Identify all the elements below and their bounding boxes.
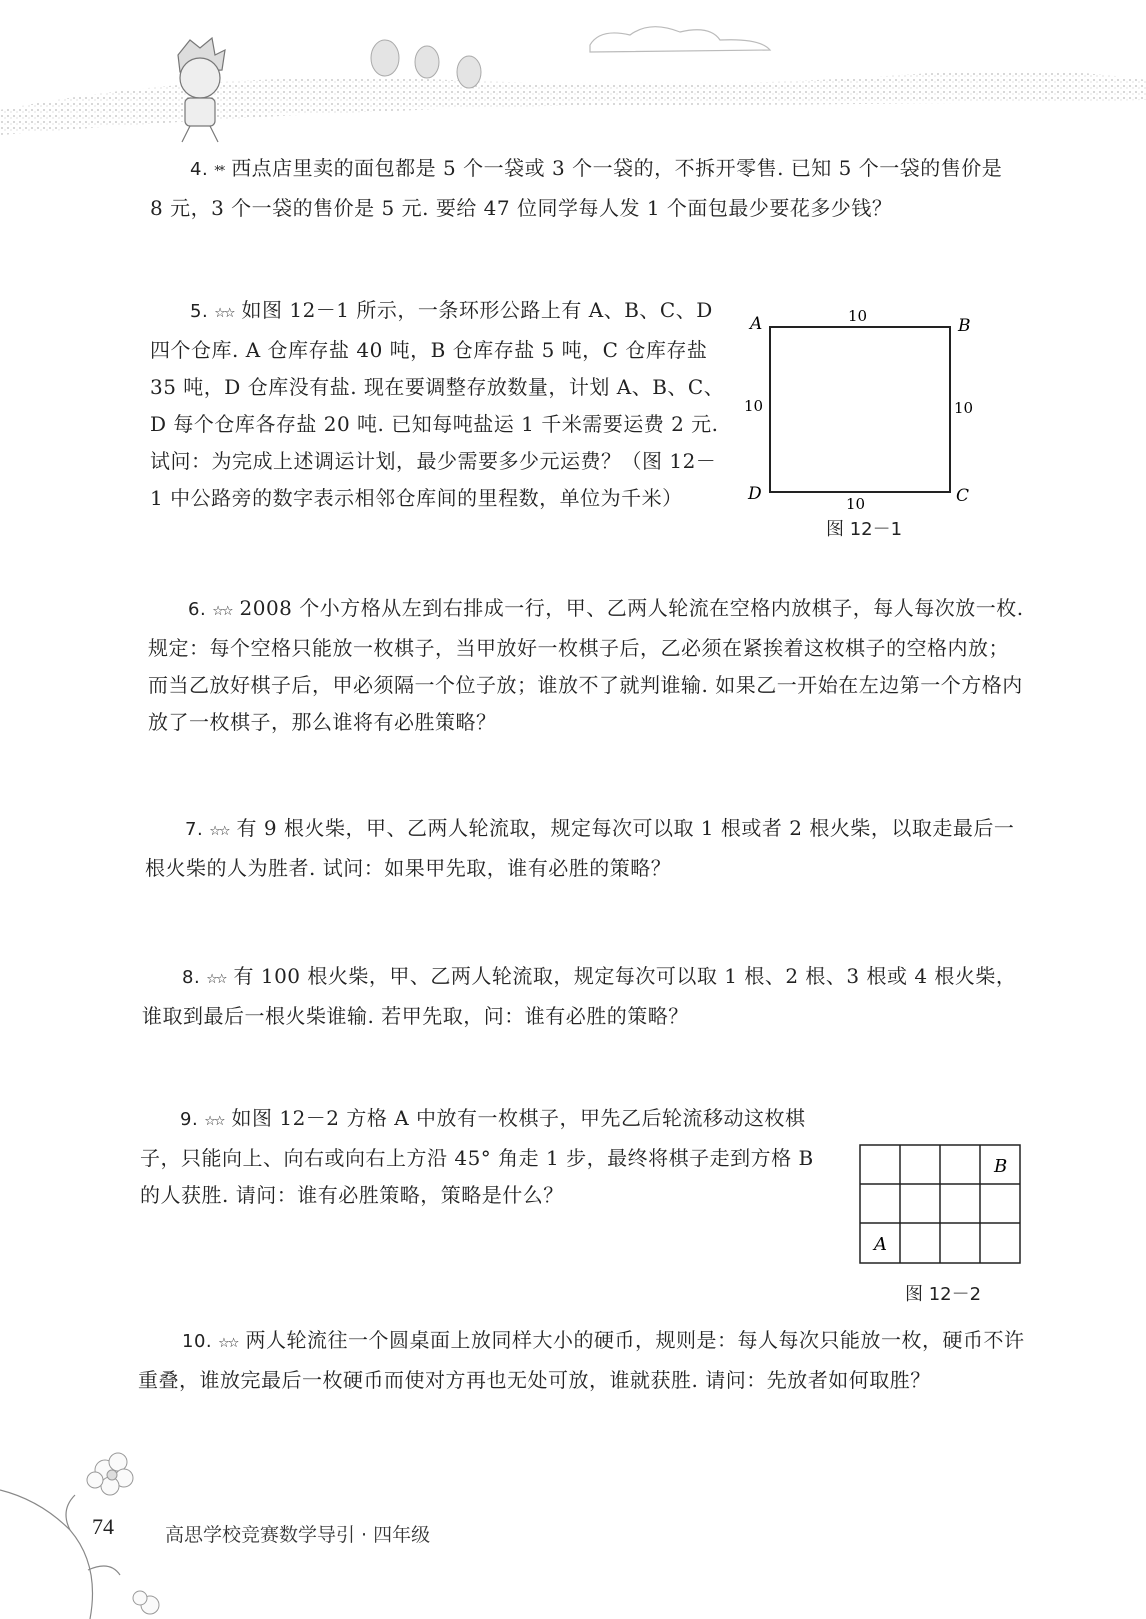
problem-text: 2008 个小方格从左到右排成一行，甲、乙两人轮流在空格内放棋子，每人每次放一枚. 规定：每个空格只能放一枚棋子，当甲放好一枚棋子后，乙必须在紧挨着这枚棋子的空格内放；而当乙放好棋子后，甲必须隔一个位子放；谁放不了就判谁输. 如果乙一开始在左边第一个方格内放了一枚棋子，那么谁将有必胜策略？: [148, 596, 1024, 734]
flower-decoration: [0, 1440, 180, 1619]
problem-text: 如图 12－1 所示，一条环形公路上有 A、B、C、D 四个仓库. A 仓库存盐 40 吨，B 仓库存盐 5 吨，C 仓库存盐 35 吨，D 仓库没有盐. 现在要调整存放数量，计划 A、B、C、D 每个仓库各存盐 20 吨. 已知每吨盐运 1 千米需要运费 2 元. 试问：为完成上述调运计划，最少需要多少元运费？（图 12－1 中公路旁的数字表示相邻仓库间的里程数，单位为千米）: [150, 298, 725, 510]
problem-7: [145, 810, 1027, 887]
corner-b-label: B: [958, 316, 971, 336]
distance-right: 10: [954, 399, 974, 417]
difficulty-stars: ☆☆: [204, 1114, 224, 1129]
difficulty-stars: **: [214, 164, 224, 179]
header-illustration: [0, 0, 1146, 150]
problem-8: [142, 958, 1027, 1035]
problem-text: 两人轮流往一个圆桌面上放同样大小的硬币，规则是：每人每次只能放一枚，硬币不许重叠，谁放完最后一枚硬币而使对方再也无处可放，谁就获胜. 请问：先放者如何取胜？: [138, 1328, 1025, 1392]
difficulty-stars: ☆☆: [206, 972, 226, 987]
problem-5: [150, 292, 728, 517]
problem-text: 如图 12－2 方格 A 中放有一枚棋子，甲先乙后轮流移动这枚棋子，只能向上、向右或向右上方沿 45° 角走 1 步，最终将棋子走到方格 B 的人获胜. 请问：谁有必胜策略，策略是什么？: [140, 1106, 814, 1207]
problem-text: 有 9 根火柴，甲、乙两人轮流取，规定每次可以取 1 根或者 2 根火柴，以取走最后一根火柴的人为胜者. 试问：如果甲先取，谁有必胜的策略？: [145, 816, 1015, 880]
problem-number: 10.: [182, 1331, 213, 1352]
problem-number: 5.: [190, 301, 209, 322]
corner-c-label: C: [956, 486, 970, 506]
book-title: 高思学校竞赛数学导引 · 四年级: [165, 1524, 431, 1546]
difficulty-stars: ☆☆: [214, 306, 234, 321]
problem-6: [148, 590, 1028, 741]
distance-bottom: 10: [846, 495, 866, 513]
difficulty-stars: ☆☆: [218, 1336, 238, 1351]
distance-top: 10: [848, 307, 868, 325]
difficulty-stars: ☆☆: [212, 604, 232, 619]
problem-number: 6.: [188, 599, 207, 620]
road-rectangle: [770, 327, 950, 492]
figure-12-2: [858, 1143, 1024, 1267]
problem-number: 8.: [182, 967, 201, 988]
problem-text: 西点店里卖的面包都是 5 个一袋或 3 个一袋的，不拆开零售. 已知 5 个一袋的售价是 8 元，3 个一袋的售价是 5 元. 要给 47 位同学每人发 1 个面包最少要花多少钱？: [150, 156, 1003, 220]
corner-d-label: D: [748, 484, 762, 504]
difficulty-stars: ☆☆: [209, 824, 229, 839]
problem-4: [150, 150, 1010, 227]
corner-a-label: A: [750, 314, 763, 334]
figure-12-1: [740, 305, 990, 515]
distance-left: 10: [744, 397, 764, 415]
cell-b-label: B: [994, 1156, 1008, 1177]
problem-9: [140, 1100, 830, 1214]
page-number: 74: [92, 1514, 114, 1539]
problem-10: [138, 1322, 1028, 1399]
problem-number: 9.: [180, 1109, 199, 1130]
problem-text: 有 100 根火柴，甲、乙两人轮流取，规定每次可以取 1 根、2 根、3 根或 4 根火柴，谁取到最后一根火柴谁输. 若甲先取，问：谁有必胜的策略？: [142, 964, 1017, 1028]
figure-12-1-caption: 图 12－1: [826, 519, 903, 540]
problem-number: 4.: [190, 159, 209, 180]
figure-12-2-caption: 图 12－2: [905, 1284, 982, 1305]
problem-number: 7.: [185, 819, 204, 840]
cell-a-label: A: [874, 1234, 887, 1255]
